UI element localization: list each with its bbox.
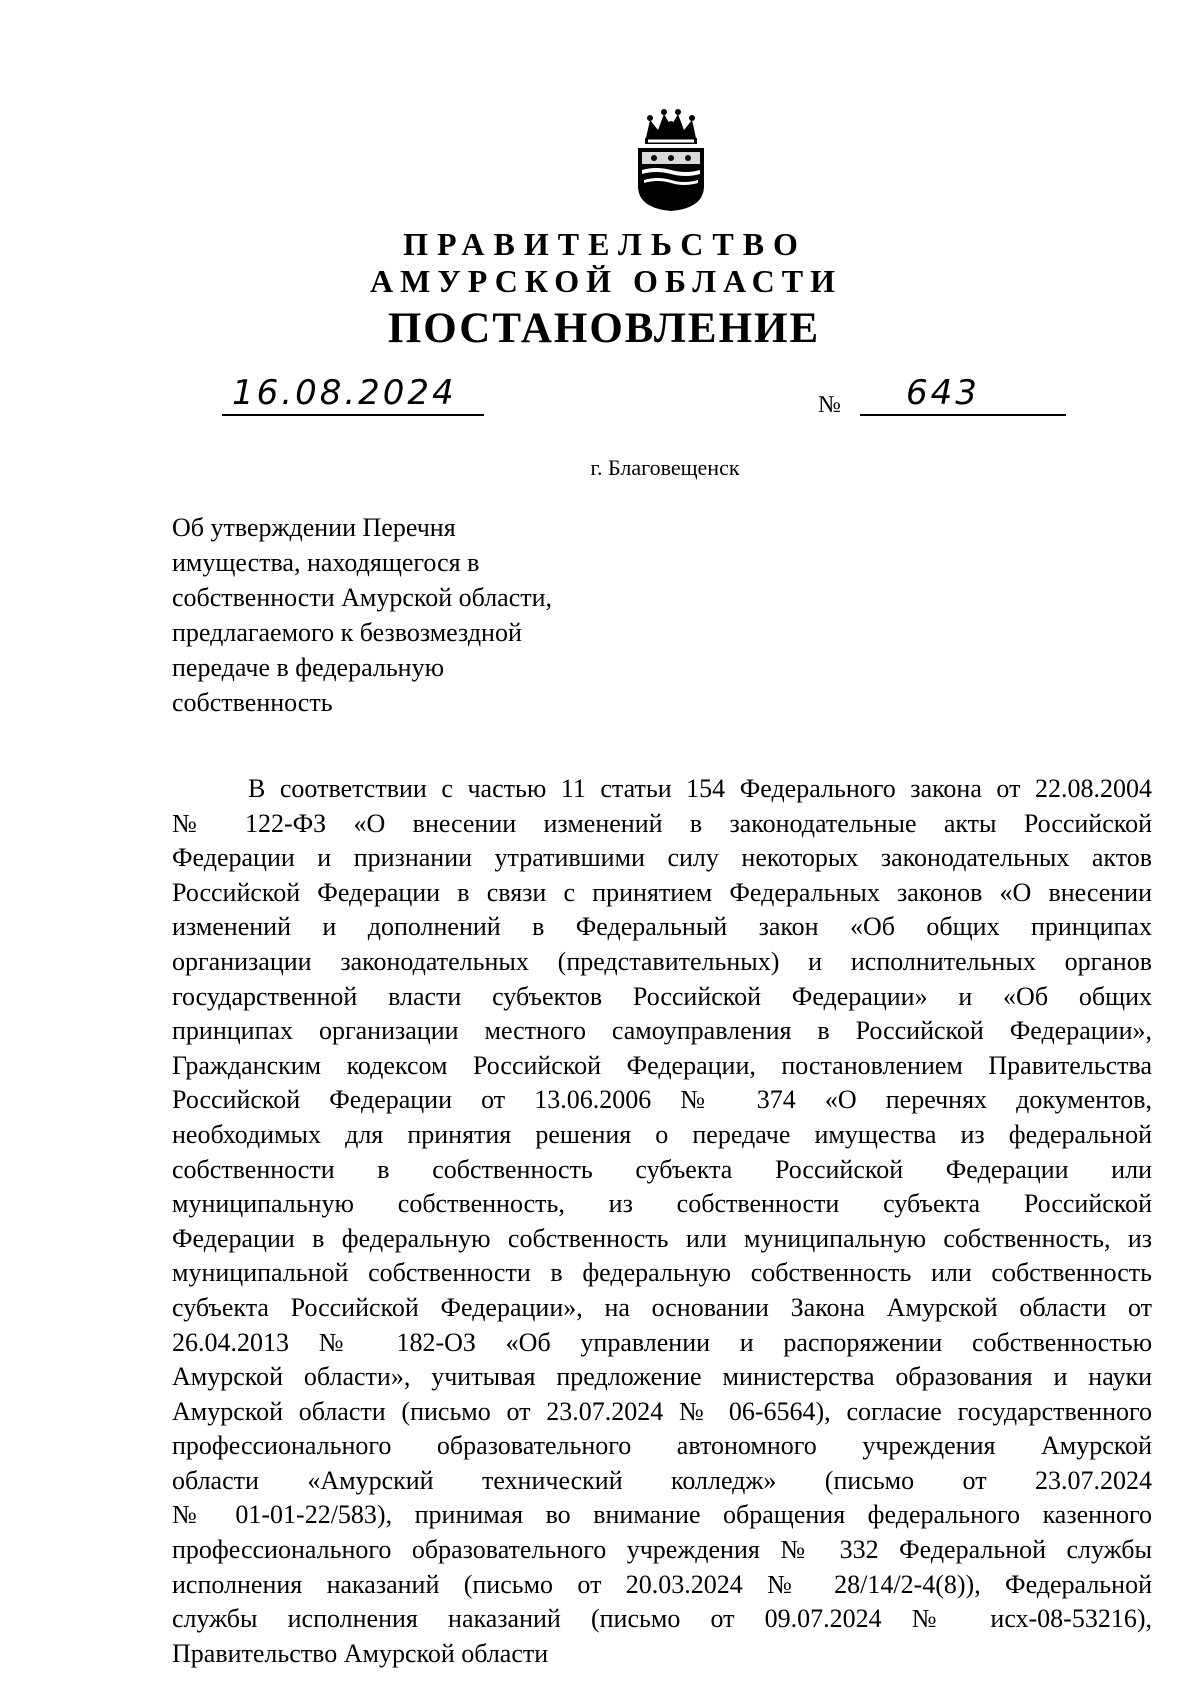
subject-line: собственность [172, 688, 333, 717]
body-line: области «Амурский технический колледж» (письмо от 23.07.2024 [172, 1465, 1152, 1495]
body-line: принципах организации местного самоуправления в Российской Федерации», [172, 1016, 1152, 1046]
subject-line: собственности Амурской области, [172, 583, 553, 612]
body-line: Правительство Амурской области [172, 1638, 549, 1668]
government-title: ПРАВИТЕЛЬСТВО [403, 226, 807, 262]
body-line: № 122-ФЗ «О внесении изменений в законодательные акты Российской [172, 808, 1152, 838]
body-line: 26.04.2013 № 182-ОЗ «Об управлении и распоряжении собственностью [172, 1327, 1152, 1357]
subject-line: предлагаемого к безвозмездной [172, 618, 522, 647]
body-line: Амурской области», учитывая предложение министерства образования и науки [172, 1362, 1152, 1392]
body-line: профессионального образовательного автономного учреждения Амурской [172, 1431, 1152, 1461]
body-line: собственности в собственность субъекта Российской Федерации или [172, 1154, 1152, 1184]
date-field [222, 372, 484, 416]
body-line: организации законодательных (представительных) и исполнительных органов [172, 946, 1152, 976]
body-line: В соответствии с частью 11 статьи 154 Федерального закона от 22.08.2004 [248, 774, 1152, 803]
handwritten-number: 643 [906, 373, 980, 413]
document-subject [172, 510, 552, 720]
body-line: Российской Федерации от 13.06.2006 № 374 «О перечнях документов, [172, 1085, 1152, 1115]
number-field [860, 372, 1066, 416]
subject-line: Об утверждении Перечня [172, 513, 456, 542]
document-type-title: ПОСТАНОВЛЕНИЕ [387, 305, 821, 352]
body-line: исполнения наказаний (письмо от 20.03.2024 № 28/14/2-4(8)), Федеральной [172, 1569, 1152, 1599]
handwritten-date: 16.08.2024 [232, 373, 457, 413]
body-line: Гражданским кодексом Российской Федерации, постановлением Правительства [172, 1050, 1152, 1080]
body-line: Федерации и признании утратившими силу некоторых законодательных актов [172, 843, 1152, 873]
body-line: службы исполнения наказаний (письмо от 09.07.2024 № исх-08-53216), [172, 1604, 1152, 1634]
subject-line: передаче в федеральную [172, 653, 445, 682]
body-line: субъекта Российской Федерации», на основании Закона Амурской области от [172, 1292, 1152, 1322]
body-line: государственной власти субъектов Российской Федерации» и «Об общих [172, 981, 1152, 1011]
document-body [172, 772, 1152, 1671]
body-line: изменений и дополнений в Федеральный закон «Об общих принципах [172, 912, 1152, 942]
number-label: № [818, 392, 841, 418]
body-line: профессионального образовательного учреждения № 332 Федеральной службы [172, 1535, 1152, 1565]
amur-oblast-coat-of-arms-icon [632, 108, 710, 212]
body-line: № 01-01-22/583), принимая во внимание обращения федерального казенного [172, 1500, 1152, 1530]
body-line: муниципальной собственности в федеральную собственность или собственность [172, 1258, 1152, 1288]
body-line: Российской Федерации в связи с принятием Федеральных законов «О внесении [172, 877, 1152, 907]
body-line: Амурской области (письмо от 23.07.2024 № 06-6564), согласие государственного [172, 1396, 1152, 1426]
city-name: г. Благовещенск [590, 455, 740, 480]
government-region: АМУРСКОЙ ОБЛАСТИ [370, 263, 842, 299]
body-line: Федерации в федеральную собственность или муниципальную собственность, из [172, 1223, 1152, 1253]
body-line: муниципальную собственность, из собственности субъекта Российской [172, 1189, 1152, 1219]
subject-line: имущества, находящегося в [172, 548, 480, 577]
body-line: необходимых для принятия решения о передаче имущества из федеральной [172, 1119, 1152, 1149]
